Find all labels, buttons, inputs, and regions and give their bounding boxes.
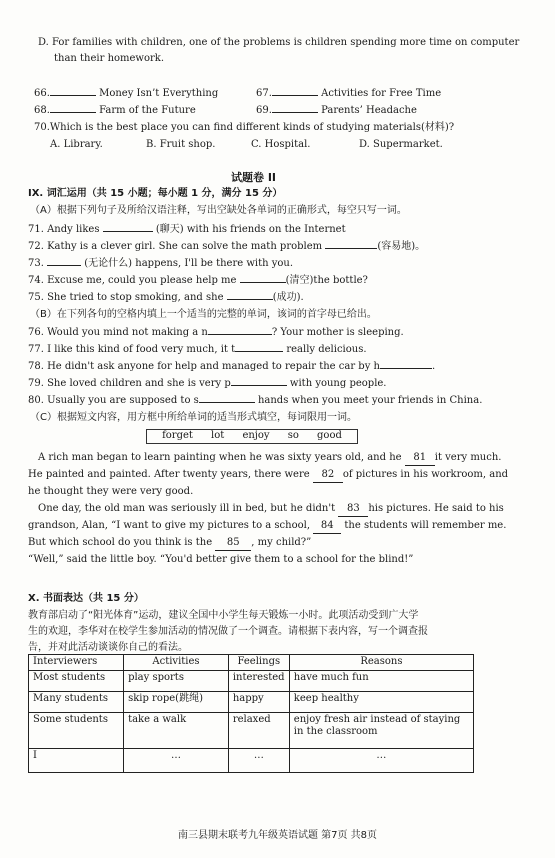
table-cell: play sports xyxy=(124,670,229,691)
table-cell: skip rope(跳绳) xyxy=(124,691,229,712)
table-header-row xyxy=(29,655,474,671)
word-option: forget xyxy=(162,430,193,442)
table-row xyxy=(29,748,474,772)
survey-table xyxy=(28,654,474,773)
question-69: 69. Parents’ Headache xyxy=(256,105,417,116)
blank-85: 85 xyxy=(215,537,251,551)
word-option: so xyxy=(287,430,299,442)
table-cell: … xyxy=(228,748,289,772)
table-cell: have much fun xyxy=(289,670,473,691)
table-cell: … xyxy=(289,748,473,772)
table-cell: Most students xyxy=(29,670,124,691)
table-cell: take a walk xyxy=(124,712,229,748)
page-footer: 南三县期末联考九年级英语试题 第7页 共8页 xyxy=(177,830,378,841)
choice-c: C. Hospital. xyxy=(251,139,311,150)
passage-line: A rich man began to learn painting when he was sixty years old, and he 81 it very much. xyxy=(38,452,501,466)
table-cell: … xyxy=(124,748,229,772)
question-68: 68. Farm of the Future xyxy=(34,105,196,116)
table-row xyxy=(29,670,474,691)
question-80: 80. Usually you are supposed to s hands when you meet your friends in China. xyxy=(28,395,483,406)
question-73: 73. (无论什么) happens, I'll be there with you. xyxy=(28,258,294,269)
section-10-heading: X. 书面表达（共 15 分） xyxy=(28,593,144,604)
passage-line: But which school do you think is the 85 , my child?” xyxy=(28,537,311,551)
passage-line: He painted and painted. After twenty years, there were 82 of pictures in his workroom, and xyxy=(28,469,508,483)
blank-83: 83 xyxy=(338,503,368,517)
paper-two-title: 试题卷 II xyxy=(231,171,277,184)
passage-line: he thought they were very good. xyxy=(28,486,194,497)
section-9-heading: IX. 词汇运用（共 15 小题；每小题 1 分，满分 15 分） xyxy=(28,188,283,199)
header-reasons: Reasons xyxy=(289,655,473,671)
table-cell: keep healthy xyxy=(289,691,473,712)
question-78: 78. He didn't ask anyone for help and managed to repair the car by h . xyxy=(28,361,436,372)
passage-line: One day, the old man was seriously ill in bed, but he didn't 83 his pictures. He said to his xyxy=(38,503,504,517)
question-70: 70.Which is the best place you can find different kinds of studying materials(材料)? xyxy=(34,122,455,133)
part-b-instruction: （B）在下列各句的空格内填上一个适当的完整的单词，该词的首字母已给出。 xyxy=(30,309,377,320)
blank-82: 82 xyxy=(313,469,343,483)
word-option: good xyxy=(317,430,342,442)
question-67: 67. Activities for Free Time xyxy=(256,88,442,99)
table-cell: interested xyxy=(228,670,289,691)
question-79: 79. She loved children and she is very p with young people. xyxy=(28,378,387,389)
blank-81: 81 xyxy=(405,452,435,466)
title-option: Money Isn’t Everything xyxy=(99,88,219,99)
choice-d: D. Supermarket. xyxy=(359,139,443,150)
option-d-line2: than their homework. xyxy=(54,53,165,64)
header-interviewers: Interviewers xyxy=(29,655,124,671)
header-feelings: Feelings xyxy=(228,655,289,671)
question-71: 71. Andy likes (聊天) with his friends on the Internet xyxy=(28,224,346,235)
header-activities: Activities xyxy=(124,655,229,671)
question-77: 77. I like this kind of food very much, it t really delicious. xyxy=(28,344,367,355)
writing-prompt-line: 告，并对此活动谈谈你自己的看法。 xyxy=(28,642,188,653)
table-cell: Some students xyxy=(29,712,124,748)
table-row xyxy=(29,691,474,712)
table-cell: Many students xyxy=(29,691,124,712)
part-a-instruction: （A）根据下列句子及所给汉语注释，写出空缺处各单词的正确形式，每空只写一词。 xyxy=(30,205,407,216)
table-cell: enjoy fresh air instead of staying in the classroom xyxy=(289,712,473,748)
question-75: 75. She tried to stop smoking, and she (成功). xyxy=(28,292,304,303)
table-cell: I xyxy=(29,748,124,772)
question-76: 76. Would you mind not making a n ? Your mother is sleeping. xyxy=(28,327,404,338)
passage-line: “Well,” said the little boy. “You'd better give them to a school for the blind!” xyxy=(28,554,414,565)
word-option: enjoy xyxy=(242,430,270,442)
writing-prompt-line: 教育部启动了“阳光体育”运动，建议全国中小学生每天锻炼一小时。此项活动受到广大学 xyxy=(28,610,419,621)
writing-prompt-line: 生的欢迎，李华对在校学生参加活动的情况做了一个调查。请根据下表内容，写一个调查报 xyxy=(28,626,428,637)
blank-84: 84 xyxy=(313,520,341,534)
table-row xyxy=(29,712,474,748)
question-66: 66. Money Isn’t Everything xyxy=(34,88,219,99)
title-option: Activities for Free Time xyxy=(321,88,442,99)
choice-b: B. Fruit shop. xyxy=(146,139,216,150)
option-d-line1: D. For families with children, one of the problems is children spending more time on computer xyxy=(38,37,520,48)
title-option: Farm of the Future xyxy=(99,105,196,116)
table-cell: relaxed xyxy=(228,712,289,748)
word-option: lot xyxy=(211,430,225,442)
passage-line: grandson, Alan, “I want to give my pictures to a school, 84 the students will remember me. xyxy=(28,520,506,534)
word-box xyxy=(146,429,358,444)
question-74: 74. Excuse me, could you please help me (清空)the bottle? xyxy=(28,275,368,286)
part-c-instruction: （C）根据短文内容，用方框中所给单词的适当形式填空，每词限用一词。 xyxy=(30,412,357,423)
choice-a: A. Library. xyxy=(50,139,103,150)
question-72: 72. Kathy is a clever girl. She can solve the math problem (容易地)。 xyxy=(28,241,426,252)
title-option: Parents’ Headache xyxy=(321,105,417,116)
table-cell: happy xyxy=(228,691,289,712)
